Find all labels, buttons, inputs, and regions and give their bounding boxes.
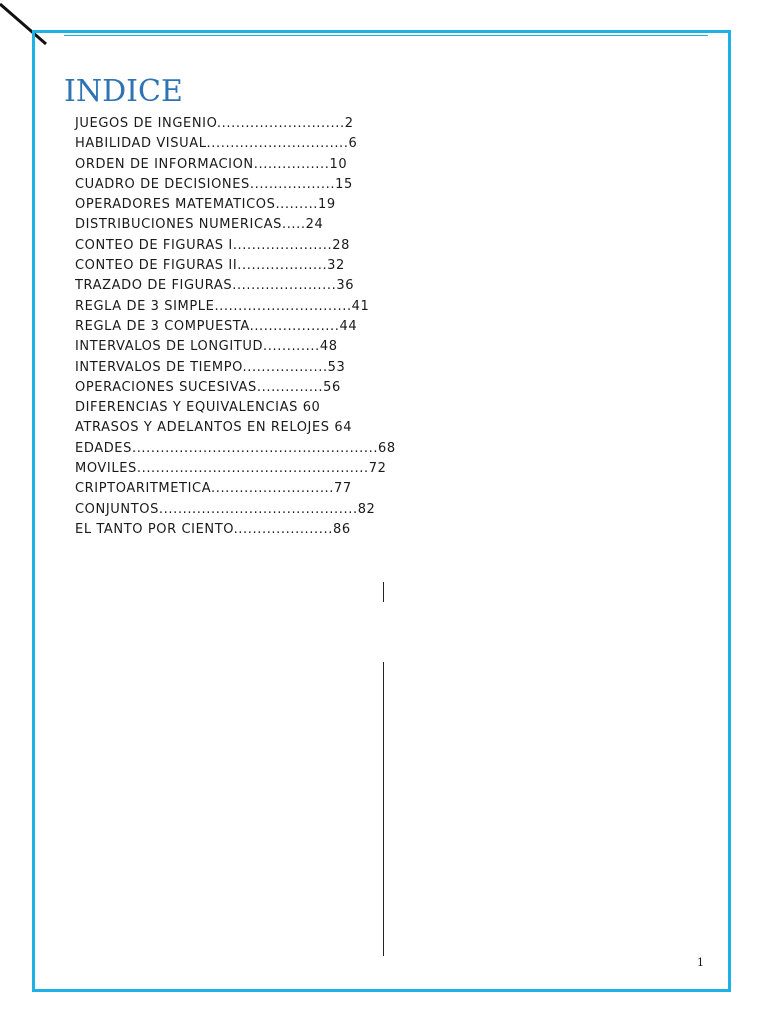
vertical-line-short [383,582,384,602]
page-number: 1 [697,956,704,969]
toc-entry: EL TANTO POR CIENTO.....................86 [75,521,351,537]
toc-entry: CONJUNTOS..........................................82 [75,501,376,517]
toc-entry: CUADRO DE DECISIONES..................15 [75,176,353,192]
toc-entry: INTERVALOS DE TIEMPO..................53 [75,359,346,375]
toc-entry: ATRASOS Y ADELANTOS EN RELOJES 64 [75,420,353,436]
toc-entry: DIFERENCIAS Y EQUIVALENCIAS 60 [75,400,321,416]
toc-entry: MOVILES.................................................72 [75,461,387,477]
header-rule [64,35,708,36]
toc-entry: CONTEO DE FIGURAS I.....................28 [75,237,350,253]
toc-entry: ORDEN DE INFORMACION................10 [75,156,348,172]
toc-entry: INTERVALOS DE LONGITUD............48 [75,339,338,355]
toc-entry: CONTEO DE FIGURAS II...................32 [75,258,345,274]
vertical-line-long [383,662,384,956]
toc-entry: OPERADORES MATEMATICOS.........19 [75,197,336,213]
toc-entry: REGLA DE 3 SIMPLE.............................41 [75,298,370,314]
toc-entry: JUEGOS DE INGENIO...........................2 [75,116,354,131]
toc-entry: DISTRIBUCIONES NUMERICAS.....24 [75,217,324,233]
table-of-contents [75,114,396,540]
index-title: INDICE [64,74,183,109]
toc-entry: HABILIDAD VISUAL..............................6 [75,136,358,152]
toc-entry: OPERACIONES SUCESIVAS..............56 [75,379,341,395]
toc-entry: REGLA DE 3 COMPUESTA...................44 [75,318,358,334]
toc-entry: CRIPTOARITMETICA..........................77 [75,481,352,497]
toc-entry: EDADES....................................................68 [75,440,396,456]
toc-entry: TRAZADO DE FIGURAS......................36 [75,278,355,294]
